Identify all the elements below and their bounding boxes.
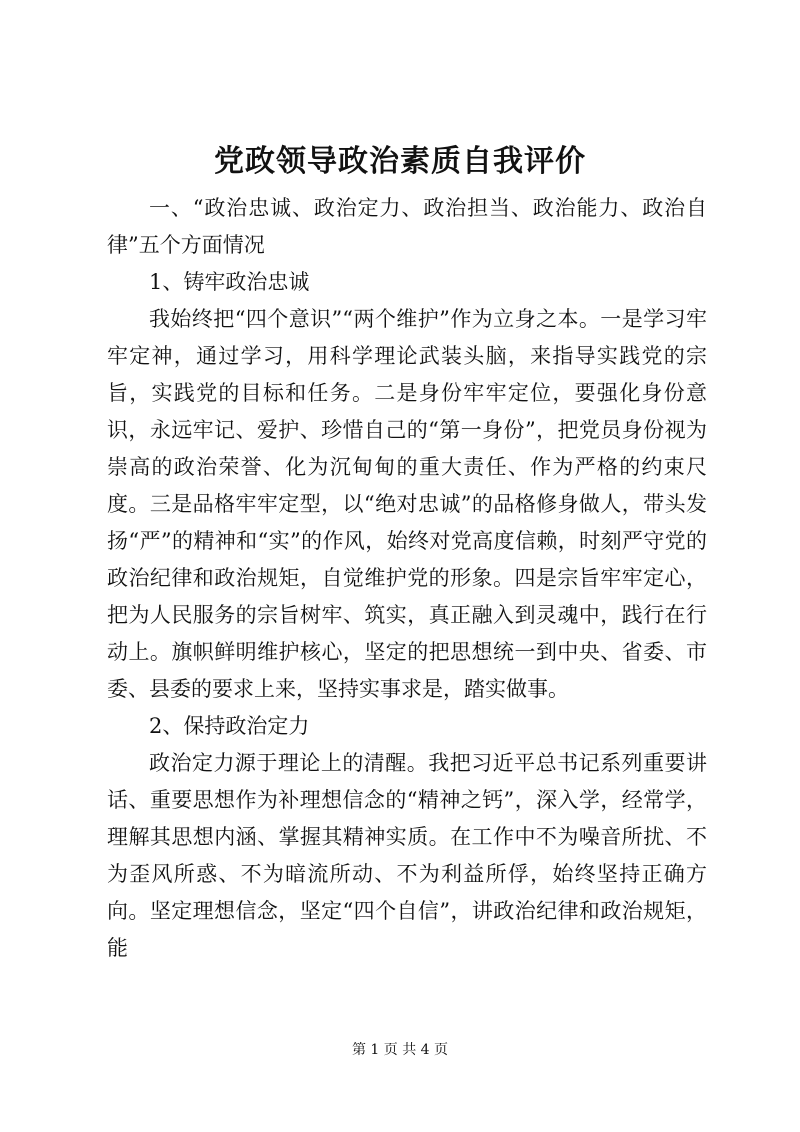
- document-title: 党政领导政治素质自我评价: [214, 144, 586, 179]
- section-heading-1: 一、“政治忠诚、政治定力、政治担当、政治能力、政治自律”五个方面情况: [107, 196, 707, 257]
- body-paragraph-2: 政治定力源于理论上的清醒。我把习近平总书记系列重要讲话、重要思想作为补理想信念的“精神之钙”，深入学，经常学，理解其思想内涵、掌握其精神实质。在工作中不为噪音所扰、不为歪风所惑、不为暗流所动、不为利益所俘，始终坚持正确方向。坚定理想信念，坚定“四个自信”，讲政治纪律和政治规矩，能: [107, 751, 707, 960]
- subsection-heading-2: 2、保持政治定力: [149, 714, 310, 738]
- body-paragraph-1: 我始终把“四个意识”“两个维护”作为立身之本。一是学习牢牢定神，通过学习，用科学理论武装头脑，来指导实践党的宗旨，实践党的目标和任务。二是身份牢牢定位，要强化身份意识，永远牢记、爱护、珍惜自己的“第一身份”，把党员身份视为崇高的政治荣誉、化为沉甸甸的重大责任、作为严格的约束尺度。三是品格牢牢定型，以“绝对忠诚”的品格修身做人，带头发扬“严”的精神和“实”的作风，始终对党高度信赖，时刻严守党的政治纪律和政治规矩，自觉维护党的形象。四是宗旨牢牢定心，把为人民服务的宗旨树牢、筑实，真正融入到灵魂中，践行在行动上。旗帜鲜明维护核心，坚定的把思想统一到中央、省委、市委、县委的要求上来，坚持实事求是，踏实做事。: [107, 307, 707, 701]
- document-body: [107, 190, 707, 967]
- subsection-heading-1: 1、铸牢政治忠诚: [149, 270, 310, 294]
- page-footer: 第 1 页 共 4 页: [351, 1042, 449, 1058]
